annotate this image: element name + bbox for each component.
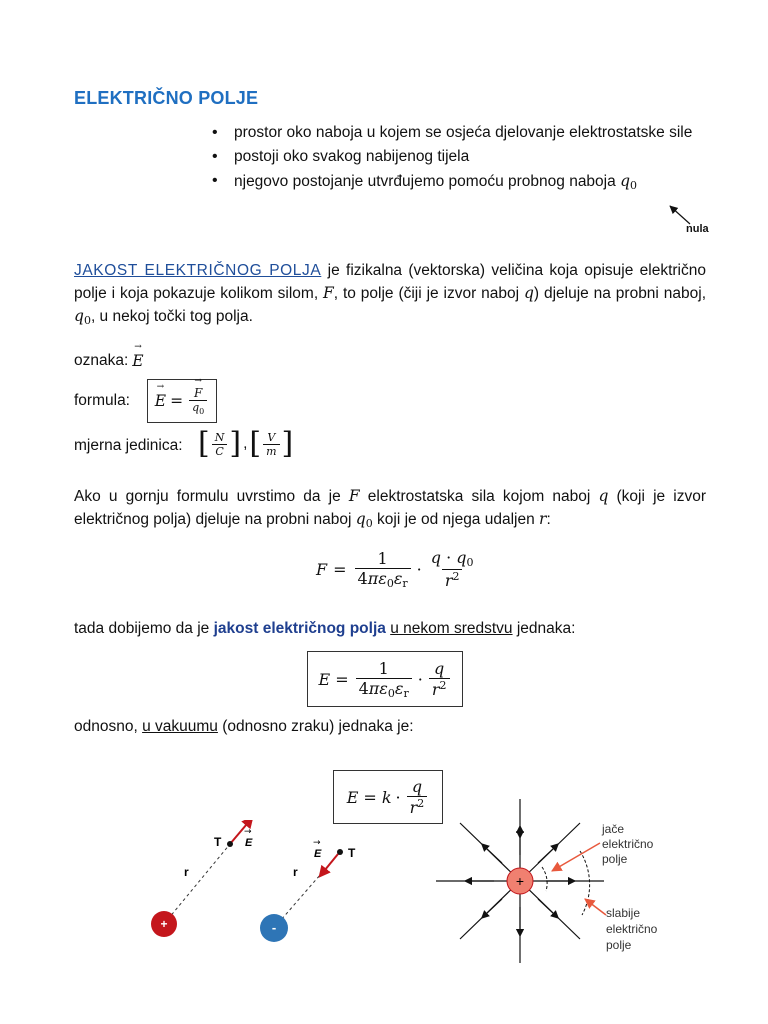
negative-charge-diagram [250,830,380,950]
formula-label: formula: [74,392,130,409]
coulomb-formula: F = $\frac{1}{4\pi\varepsilon_0\varepsilon_r}$ · $\frac{q \cdot q_0}{r^2}$ [316,548,474,590]
medium-sentence: tada dobijemo da je jakost električnog polja u nekom sredstvu jednaka: [74,620,576,637]
list-item [212,170,712,197]
svg-text:→: → [313,838,321,848]
bullet-text: njegovo postojanje utvrđujemo pomoću probnog naboja [234,173,616,190]
vacuum-formula-box: E = k · $\frac{q}{r^2}$ [333,770,443,824]
svg-text:-: - [271,920,277,935]
point-label: T [348,846,356,860]
bullet-text: prostor oko naboja u kojem se osjeća djelovanje elektrostatske sile [234,124,693,141]
list-item [212,146,712,168]
weak-pointer [585,899,606,915]
e-label: E [314,848,322,860]
strong-pointer [552,843,600,871]
svg-text:+: + [515,873,525,889]
q0-symbol: $q_0$ [620,172,637,192]
nula-label: nula [686,223,709,235]
strong-label: jače [602,822,625,836]
e-vector-symbol: E → [132,352,143,370]
svg-text:+: + [160,917,168,931]
highlight-term: jakost električnog polja [213,620,386,637]
list-item [212,122,712,144]
bullet-text: postoji oko svakog nabijenog tijela [234,148,470,165]
definition-term[interactable]: JAKOST ELEKTRIČNOG POLJA [74,262,322,279]
point-label: T [214,835,222,849]
svg-text:polje: polje [602,852,628,866]
field-arrow [320,854,338,876]
e-label: E [245,837,253,849]
definition-paragraph: JAKOST ELEKTRIČNOG POLJA je fizikalna (vektorska) veličina koja opisuje električno polje i koja pokazuje kolikom silom, F, to polje (čiji je izvor naboj q) djeluje na probni naboj, $q_0$, u nekoj točki tog polja. [74,262,706,327]
field-formula-box: E → = $\frac{F \to}{q_0}$ [147,379,217,423]
svg-text:električno: električno [602,837,654,851]
derivation-paragraph: Ako u gornju formulu uvrstimo da je F elektrostatska sila kojom naboj q (koji je izvor električnog polja) djeluje na probni naboj $q_0$ koji je od njega udaljen r: [74,487,706,530]
r-label: r [184,865,189,879]
unit-values: [ $\frac{N}{C}$ ] , [ $\frac{V}{m}$ ] [198,426,294,461]
radial-field-diagram [430,795,700,965]
point-t [337,849,343,855]
page-title: ELEKTRIČNO POLJE [74,88,259,108]
symbol-line: oznaka: E → [74,352,144,370]
point-t [227,841,233,847]
svg-text:→: → [244,827,252,837]
vacuum-sentence: odnosno, u vakuumu (odnosno zraku) jednaka je: [74,718,414,735]
svg-text:električno: električno [606,922,658,936]
property-list [212,122,712,199]
weak-label: slabije [606,906,641,920]
medium-formula-box: E = $\frac{1}{4\pi\varepsilon_0\varepsilon_r}$ · $\frac{q}{r^2}$ [307,651,463,707]
r-label: r [293,865,298,879]
svg-text:polje: polje [606,938,632,952]
unit-label: mjerna jedinica: [74,437,183,454]
